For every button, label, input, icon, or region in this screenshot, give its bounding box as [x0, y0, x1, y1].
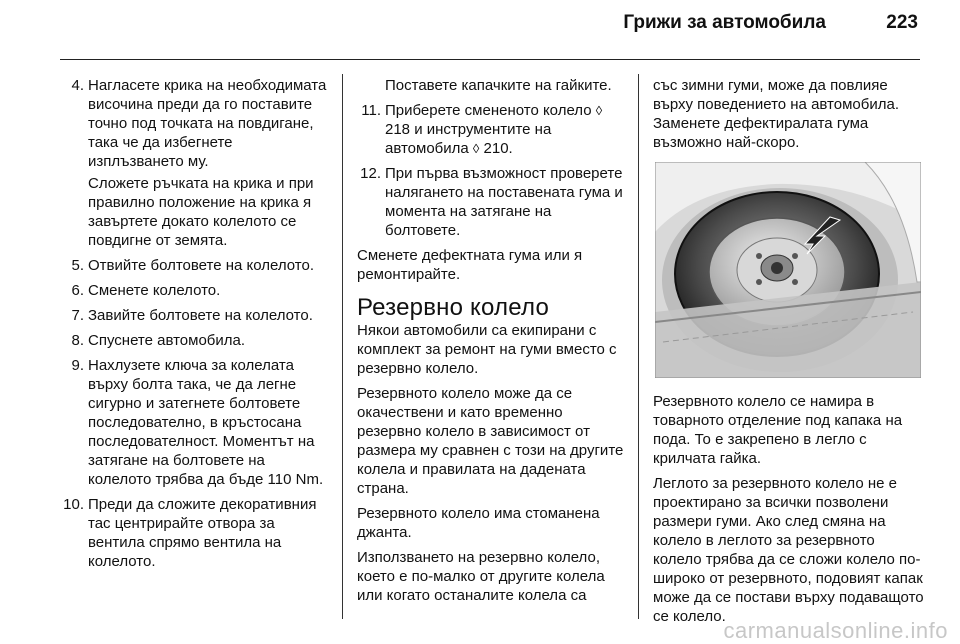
list-item-number: 10. — [63, 496, 84, 513]
list-item-number: 4. — [71, 77, 84, 94]
list-item — [60, 306, 330, 325]
list-item — [60, 331, 330, 350]
spare-wheel-figure — [655, 162, 921, 378]
list-item-text: Спуснете автомобила. — [88, 332, 246, 349]
page-reference-icon: ◊ — [595, 103, 603, 118]
list-item-text: Нагласете крика на необходимата височина преди да го поставите точно под точката на повдигане, така че да избегнете изплъзването му. — [88, 77, 327, 170]
page-number: 223 — [886, 12, 918, 33]
list-item-note: Сложете ръчката на крика и при правилно положение на крика я завъртете докато колелото се повдигне от земята. — [88, 175, 314, 249]
paragraph: със зимни гуми, може да повлияе върху поведението на автомобила. Заменете дефектиралата гума възможно най-скоро. — [653, 77, 899, 151]
paragraph: Сменете дефектната гума или я ремонтирайте. — [357, 247, 583, 283]
list-item-number: 9. — [71, 357, 84, 374]
page-header-title: Грижи за автомобила — [623, 12, 826, 33]
column-1 — [60, 76, 330, 577]
list-item-text: Завийте болтовете на колелото. — [88, 307, 313, 324]
list-item — [60, 495, 330, 571]
list-item-number: 12. — [360, 165, 381, 182]
column-2 — [357, 76, 627, 611]
list-item — [60, 281, 330, 300]
column-divider-1 — [342, 74, 343, 619]
page-reference-link[interactable]: 210. — [483, 140, 513, 157]
list-item-text: Сменете колелото. — [88, 282, 221, 299]
page-reference-link[interactable]: 218 — [385, 121, 411, 138]
list-item — [60, 256, 330, 275]
list-item-text — [385, 102, 602, 157]
paragraph: Резервното колело се намира в товарното отделение под капака на пода. То е закрепено в легло с крилчата гайка. — [653, 393, 903, 467]
paragraph: Резервното колело има стоманена джанта. — [357, 505, 600, 541]
list-item — [60, 76, 330, 171]
list-item — [60, 356, 330, 489]
list-item-text: При първа възможност проверете налягането на поставената гума и момента на затягане на болтовете. — [385, 165, 623, 239]
spare-wheel-illustration — [655, 162, 921, 378]
paragraph: Използването на резервно колело, което е по-малко от другите колела или когато останалите колела са — [357, 549, 605, 604]
list-item-number: 8. — [71, 332, 84, 349]
list-item-continuation: Поставете капачките на гайките. — [385, 77, 612, 94]
list-item-text: Преди да сложите декоративния тас центрирайте отвора за вентила спрямо вентила на колелото. — [88, 496, 317, 570]
column-3 — [653, 76, 925, 632]
watermark-text: carmanualsonline.info — [723, 618, 948, 643]
list-item-text: Отвийте болтовете на колелото. — [88, 257, 315, 274]
text-fragment: Приберете смененото колело — [385, 102, 596, 119]
list-item-number: 6. — [71, 282, 84, 299]
list-item-number: 5. — [71, 257, 84, 274]
text-fragment: и инструментите на автомобила — [385, 121, 552, 157]
list-item — [357, 101, 627, 158]
page-reference-icon: ◊ — [472, 141, 480, 156]
list-item-number: 11. — [361, 102, 381, 119]
paragraph: Някои автомобили са екипирани с комплект за ремонт на гуми вместо с резервно колело. — [357, 322, 617, 377]
list-item-number: 7. — [71, 307, 84, 324]
list-item — [357, 164, 627, 240]
paragraph: Леглото за резервното колело не е проектирано за всички позволени размери гуми. Ако след смяна на колело в леглото за резервното колело трябва да се сложи колело по-широко от резервното, подовият капак може да се постави върху подаващото се колело. — [653, 475, 924, 625]
header-divider — [60, 59, 920, 60]
column-divider-2 — [638, 74, 639, 619]
section-heading: Резервно колело — [357, 294, 549, 321]
list-item-text: Нахлузете ключа за колелата върху болта така, че да легне сигурно и затегнете болтовете последователно, в кръстосана последователност. Моментът на затягане на болтовете на колелото трябва да бъде 110 Nm. — [88, 357, 324, 488]
paragraph: Резервното колело може да се окачествени и като временно резервно колело в зависимост от размера му сравнен с този на другите колела и правилата на дадената страна. — [357, 385, 624, 497]
